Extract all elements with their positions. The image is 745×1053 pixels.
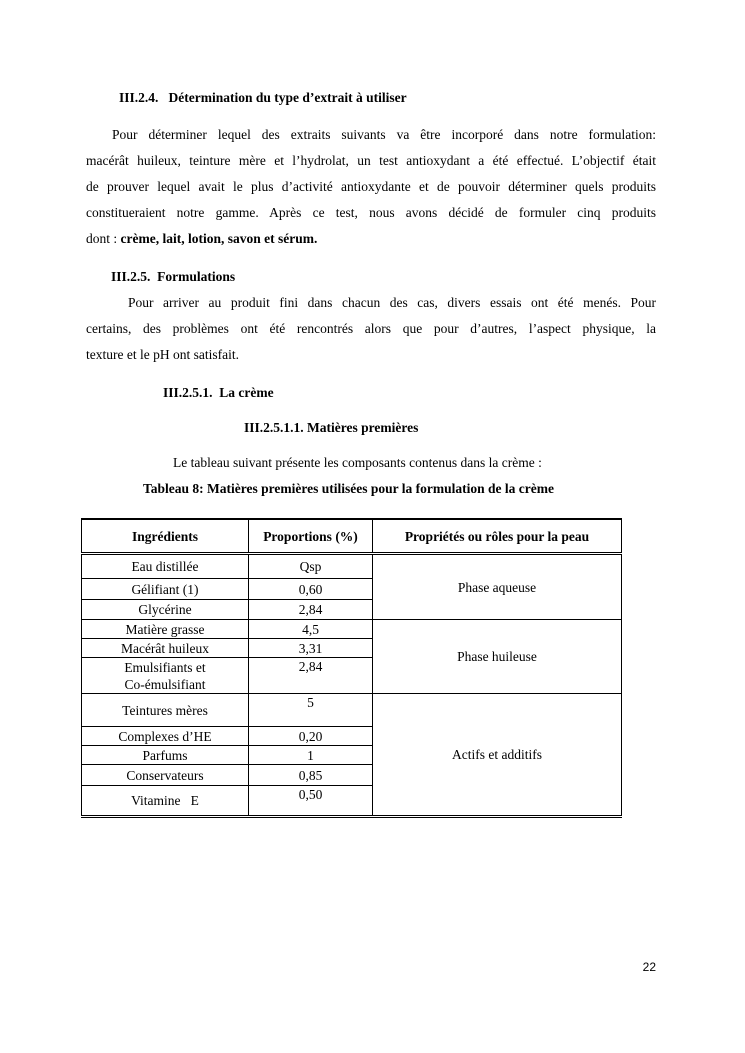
ingredient-cell: Eau distillée	[82, 554, 249, 579]
paragraph-extract-determination	[86, 122, 656, 252]
ingredient-cell: Matière grasse	[82, 620, 249, 639]
paragraph-line: Pour déterminer lequel des extraits suivants va être incorporé dans notre formulation:	[112, 127, 656, 142]
proportion-cell: 0,85	[249, 765, 373, 786]
ingredient-cell: Conservateurs	[82, 765, 249, 786]
role-cell: Actifs et additifs	[373, 694, 622, 817]
section-number: III.2.5.	[111, 269, 151, 284]
proportion-cell: 2,84	[249, 600, 373, 620]
paragraph-line: Pour arriver au produit fini dans chacun des cas, divers essais ont été menés. Pour	[128, 295, 656, 310]
proportion-cell: 5	[249, 694, 373, 727]
proportion-cell: 1	[249, 746, 373, 765]
section-number: III.2.5.1.	[163, 385, 213, 400]
section-number: III.2.4.	[119, 90, 159, 105]
paragraph-line: certains, des problèmes ont été rencontrés alors que pour d’autres, l’aspect physique, la	[86, 321, 656, 336]
table-row	[82, 554, 622, 579]
paragraph-line: macérât huileux, teinture mère et l’hydrolat, un test antioxydant a été effectué. L’objectif était	[86, 153, 656, 168]
ingredient-cell: Gélifiant (1)	[82, 579, 249, 600]
header-proportions: Proportions (%)	[249, 519, 373, 554]
ingredient-cell: Teintures mères	[82, 694, 249, 727]
ingredient-cell: Complexes d’HE	[82, 727, 249, 746]
section-heading-iii-2-5-1	[163, 385, 274, 401]
ingredient-cell: Parfums	[82, 746, 249, 765]
ingredient-cell: Macérât huileux	[82, 639, 249, 658]
raw-materials-table	[81, 518, 622, 818]
ingredient-cell: Vitamine E	[82, 786, 249, 817]
product-list: crème, lait, lotion, savon et sérum.	[120, 231, 318, 246]
ingredient-cell	[82, 658, 249, 694]
section-title: Formulations	[157, 269, 236, 284]
ingredient-cell: Glycérine	[82, 600, 249, 620]
paragraph-formulations	[86, 290, 656, 368]
section-title: La crème	[219, 385, 274, 400]
proportion-cell: Qsp	[249, 554, 373, 579]
section-heading-iii-2-5-1-1: III.2.5.1.1. Matières premières	[244, 420, 419, 435]
section-title: Détermination du type d’extrait à utiliser	[168, 90, 407, 105]
role-cell: Phase aqueuse	[373, 554, 622, 620]
proportion-cell: 0,50	[249, 786, 373, 817]
table-header-row	[82, 519, 622, 554]
proportion-cell: 4,5	[249, 620, 373, 639]
header-ingredients: Ingrédients	[82, 519, 249, 554]
table-caption: Tableau 8: Matières premières utilisées pour la formulation de la crème	[143, 481, 554, 496]
header-roles: Propriétés ou rôles pour la peau	[373, 519, 622, 554]
section-heading-iii-2-4	[119, 90, 407, 106]
proportion-cell: 3,31	[249, 639, 373, 658]
proportion-cell: 0,60	[249, 579, 373, 600]
page-number: 22	[642, 960, 656, 974]
paragraph-line: texture et le pH ont satisfait.	[86, 347, 239, 362]
paragraph-line: constitueraient notre gamme. Après ce test, nous avons décidé de formuler cinq produits	[86, 205, 656, 220]
ingredient-line: Co-émulsifiant	[124, 676, 206, 692]
proportion-cell: 2,84	[249, 658, 373, 694]
table-row	[82, 694, 622, 727]
role-cell: Phase huileuse	[373, 620, 622, 694]
paragraph-line: de prouver lequel avait le plus d’activité antioxydante et de pouvoir déterminer quels produits	[86, 179, 656, 194]
section-heading-iii-2-5	[111, 269, 235, 285]
proportion-cell: 0,20	[249, 727, 373, 746]
table-row	[82, 620, 622, 639]
paragraph-text: dont :	[86, 231, 121, 246]
paragraph-line-last	[86, 226, 656, 252]
table-intro: Le tableau suivant présente les composants contenus dans la crème :	[173, 455, 542, 470]
ingredient-line: Emulsifiants et	[124, 659, 206, 675]
